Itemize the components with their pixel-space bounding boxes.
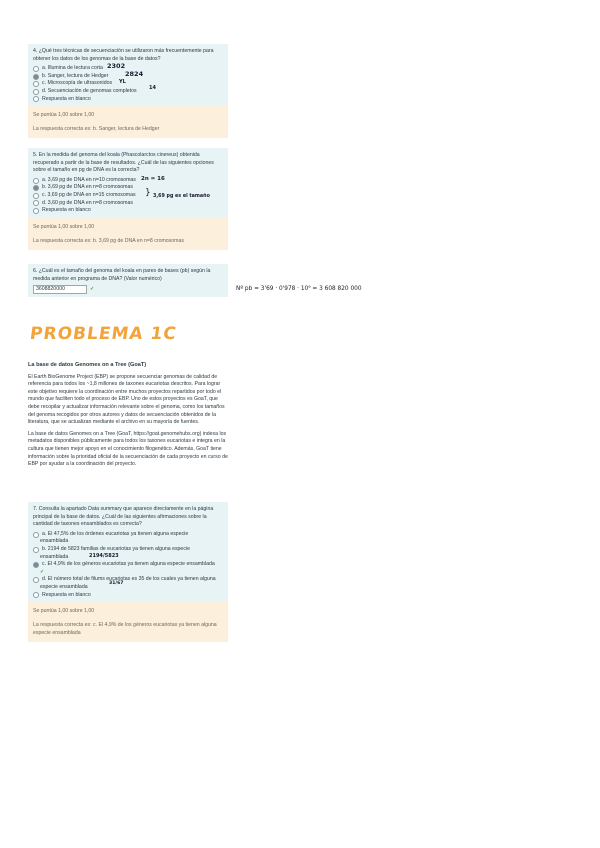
option[interactable]: a. El 47,5% de los órdenes eucariotas ya tienen alguna especie [33, 531, 223, 539]
score-text: Se puntúa 1,00 sobre 1,00 [33, 223, 95, 230]
option[interactable]: Respuesta en blanco [33, 592, 223, 600]
question-6 [28, 264, 228, 297]
radio-icon[interactable] [33, 89, 39, 95]
radio-icon[interactable] [33, 178, 39, 184]
question-7 [28, 502, 228, 602]
question-4 [28, 44, 228, 106]
option[interactable]: d. Secuenciación de genomas completos 14 [33, 88, 223, 96]
option[interactable]: c. 3,69 pg de DNA en n=15 cromosomas } 3,69 pg es el tamaño [33, 192, 223, 200]
option[interactable]: Respuesta en blanco [33, 96, 223, 104]
option[interactable]: a. Illumina de lectura corta 2302 [33, 65, 223, 73]
radio-icon[interactable] [33, 81, 39, 87]
handwritten-annotation: 14 [149, 84, 156, 91]
radio-icon[interactable] [33, 532, 39, 538]
radio-selected-icon[interactable] [33, 74, 39, 80]
feedback [28, 106, 228, 138]
radio-icon[interactable] [33, 200, 39, 206]
radio-icon[interactable] [33, 592, 39, 598]
question-7-card [28, 502, 228, 642]
option[interactable]: b. Sanger, lectura de Hedger 2824 [33, 73, 223, 81]
option[interactable]: b. 2194 de 5823 familias de eucariotas ya tienen alguna especie [33, 546, 223, 554]
question-7-text: 7. Consulta la apartado Data summary que aparece directamente en la página principal de la base de datos. ¿Cuál de las siguientes afirmaciones sobre la cantidad de taxones ensamblados es correcta? [33, 506, 214, 528]
option-continuation [33, 569, 223, 577]
handwritten-annotation: 2n = 16 [141, 175, 165, 182]
correct-answer-text: La respuesta correcta es: b. 3,69 pg de DNA en n=8 cromosomas [33, 237, 184, 244]
option-continuation: ensamblada 2194/5823 [40, 552, 119, 560]
check-icon: ✓ [40, 568, 45, 575]
radio-icon[interactable] [33, 66, 39, 72]
problem-title: PROBLEMA 1C [28, 324, 179, 344]
radio-icon[interactable] [33, 193, 39, 199]
question-6-text: 6. ¿Cuál es el tamaño del genoma del koala en pares de bases (pb) según la medida anterior en programa de DNA? (Valor numérico) [33, 268, 211, 282]
option[interactable]: d. El número total de filums eucariotas es 35 de los cuales ya tienen alguna [33, 576, 223, 584]
handwritten-annotation: 2824 [125, 69, 144, 78]
radio-icon[interactable] [33, 96, 39, 102]
correct-answer-text: La respuesta correcta es: b. Sanger, lectura de Hedger [33, 126, 160, 133]
question-5-card [28, 148, 228, 250]
feedback [28, 602, 228, 642]
question-5 [28, 148, 228, 218]
bracket-mark: } [145, 187, 151, 198]
option[interactable]: c. El 4,9% de los géneros eucariotas ya tienen alguna especie ensamblada [33, 561, 223, 569]
score-text: Se puntúa 1,00 sobre 1,00 [33, 608, 95, 615]
side-note: Nº pb = 3'69 · 0'978 · 10⁹ = 3 608 820 000 [236, 286, 362, 292]
question-4-text: 4. ¿Qué tres técnicas de secuenciación se utilizaron más frecuentemente para obtener los datos de los genomas de la base de datos? [33, 48, 214, 62]
radio-icon[interactable] [33, 208, 39, 214]
handwritten-annotation: 3,69 pg es el tamaño [153, 193, 210, 199]
option[interactable]: b. 3,69 pg de DNA en n=8 cromosomas [33, 184, 223, 192]
question-4-card [28, 44, 228, 138]
correct-answer-text: La respuesta correcta es: c. El 4,9% de los géneros eucariotas ya tienen alguna especie ensamblada [33, 622, 217, 637]
feedback [28, 218, 228, 250]
option[interactable]: Respuesta en blanco [33, 207, 223, 215]
option[interactable]: a. 3,69 pg de DNA en n=10 cromosomas 2n = 16 [33, 177, 223, 185]
question-5-text: 5. En la medida del genoma del koala (Phascolarctos cinereus) obtenida recuperado a partir de la base de resultados. ¿Cuál de las siguientes opciones sobre el tamaño en pg de DNA es la correcta? [33, 152, 214, 174]
option[interactable]: c. Microscopía de ultrasonidos YL [33, 80, 223, 88]
radio-selected-icon[interactable] [33, 185, 39, 191]
intro-paragraph: El Earth BioGenome Project (EBP) se propone secuenciar genomas de calidad de referencia para todos los ~1,8 millones de taxones eucariotas descritos. Para lograr este objetivo requiere la coordinación entre muchos proyectos repartidos por todo el mundo que faciliten todo el proceso de EBP. Uno de estos proyectos es GoaT, que debe recopilar y actualizar información relevante sobre el genoma, como los tamaños del genoma recogidos por otros autores y datos de secuenciación obtenidos de la literatura, que se actualizan mediante el archivo en su mayoría de fuentes. [28, 373, 225, 426]
intro-heading: La base de datos Genomes on a Tree (GoaT) [28, 362, 147, 368]
handwritten-annotation: 2302 [107, 62, 126, 71]
option[interactable]: d. 3,60 pg de DNA en n=8 cromosomas [33, 200, 223, 208]
option-continuation: ensamblada [40, 538, 69, 545]
radio-icon[interactable] [33, 577, 39, 583]
option-continuation: especie ensamblada 31/67 [40, 580, 124, 590]
handwritten-annotation: YL [119, 79, 126, 86]
check-icon: ✓ [90, 285, 95, 292]
intro-paragraph: La base de datos Genomes on a Tree (GoaT, https://goat.genomehubs.org) indexa los metadatos disponibles públicamente para todos los taxones eucariotas e integra en la cultura que tienen mejor apoyo en el conocimiento filogenético. Además, GoaT tiene información sobre la prioridad oficial de la secuenciación de cada proyecto en curso de EBP por ayudar a la coordinación del proyecto. [28, 430, 228, 468]
radio-icon[interactable] [33, 547, 39, 553]
radio-selected-icon[interactable] [33, 562, 39, 568]
handwritten-annotation: 31/67 [109, 580, 124, 586]
intro-section [28, 362, 228, 473]
score-text: Se puntúa 1,00 sobre 1,00 [33, 112, 95, 119]
answer-input[interactable]: 3608820000 [33, 285, 87, 294]
question-6-card [28, 264, 228, 297]
handwritten-annotation: 2194/5823 [89, 552, 119, 559]
